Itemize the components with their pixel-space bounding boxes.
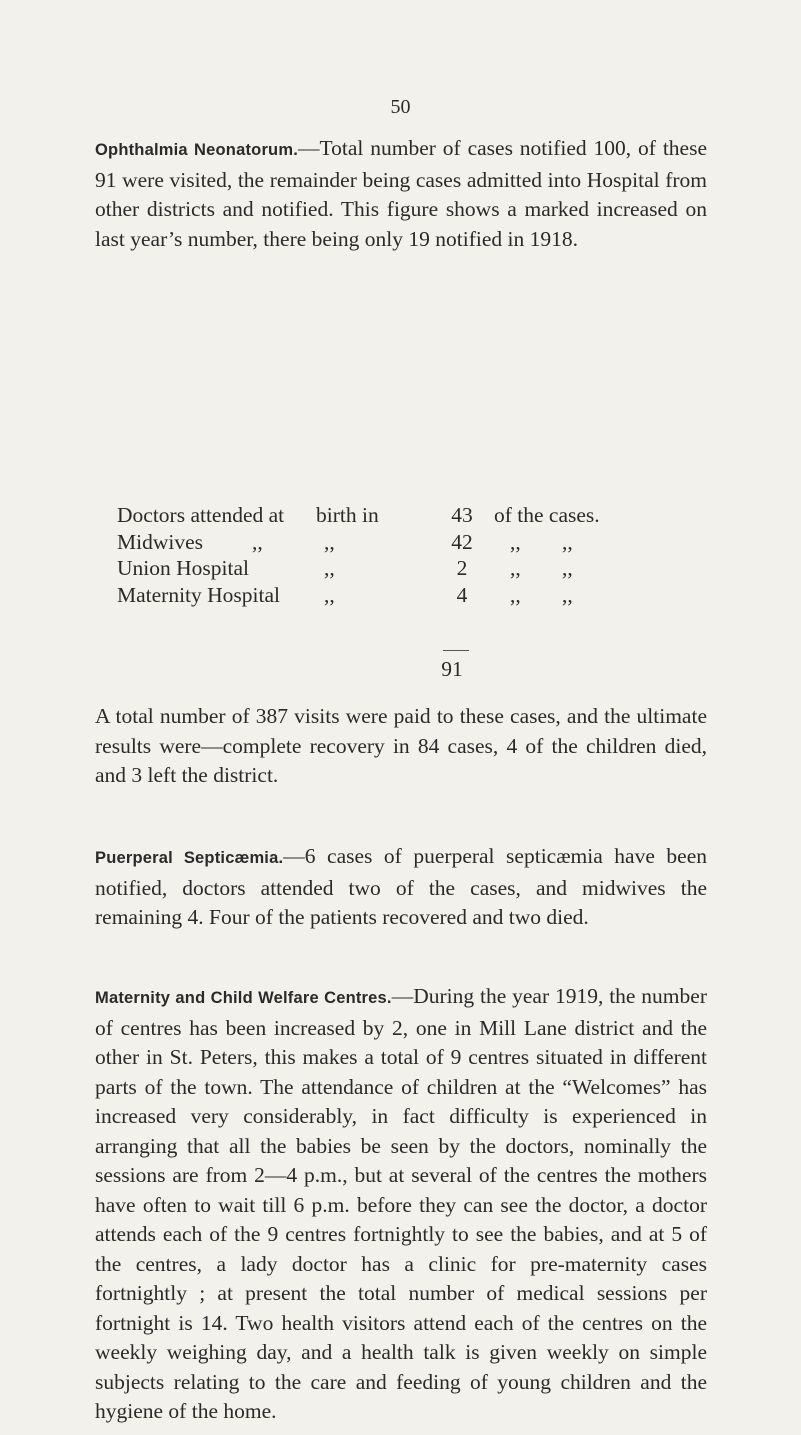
ophthalmia-paragraph (95, 134, 707, 254)
ophthalmia-heading: Ophthalmia Neonatorum. (95, 141, 298, 159)
total-rule (443, 650, 469, 651)
table-row (117, 529, 717, 556)
row-count: 42 (451, 529, 473, 554)
page-number: 50 (390, 96, 411, 118)
row-ditto: ,, (562, 556, 573, 580)
puerperal-text: —6 cases of puerperal septicæmia have been notified, doctors attended two of the cases, and midwives the remaining 4. Four of the patients recovered and two died. (95, 844, 708, 929)
puerperal-heading: Puerperal Septicæmia. (95, 849, 284, 867)
row-count: 2 (456, 556, 468, 580)
row-ditto: ,, (510, 529, 521, 554)
row-label: Union Hospital (117, 556, 249, 580)
row-rest: of the cases. (494, 503, 600, 527)
table-total: 91 (441, 657, 463, 681)
table-row (117, 582, 717, 609)
maternity-heading: Maternity and Child Welfare Centres. (95, 989, 392, 1007)
row-ditto: ,, (324, 556, 335, 580)
row-label: Maternity Hospital (117, 582, 281, 607)
table-row (117, 502, 717, 529)
puerperal-paragraph (95, 842, 707, 933)
maternity-paragraph (95, 982, 707, 1427)
row-ditto: ,, (252, 529, 263, 554)
row-label: Midwives (117, 529, 203, 554)
row-ditto: ,, (510, 582, 521, 607)
ophthalmia-text: —Total number of cases notified 100, of these 91 were visited, the remainder being cases admitted into Hospital from other districts and notified. This figure shows a marked increased on last year’s number, there being only 19 notified in 1918. (95, 136, 707, 251)
row-ditto: ,, (562, 529, 573, 554)
row-count: 43 (451, 503, 473, 527)
row-ditto: ,, (324, 582, 335, 607)
row-birth-in: birth in (316, 503, 379, 527)
row-count: 4 (456, 582, 468, 607)
row-label: Doctors attended at (117, 503, 285, 527)
attendance-table (117, 502, 717, 608)
row-ditto: ,, (510, 556, 521, 580)
row-ditto: ,, (562, 582, 573, 607)
table-row (117, 555, 717, 582)
maternity-text: —During the year 1919, the number of centres has been increased by 2, one in Mill Lane district and the other in St. Peters, this makes a total of 9 centres situated in different parts of the town. The attendance of children at the “Welcomes” has increased very considerably, in fact difficulty is experienced in arranging that all the babies be seen by the doctors, nominally the sessions are from 2—4 p.m., but at several of the centres the mothers have often to wait till 6 p.m. before they can see the doctor, a doctor attends each of the 9 centres fortnightly to see the babies, and at 5 of the centres, a lady doctor has a clinic for pre-maternity cases fortnightly ; at present the total number of medical sessions per fortnight is 14. Two health visitors attend each of the centres on the weekly weighing day, and a health talk is given weekly on simple subjects relating to the care and feeding of young children and the hygiene of the home. (95, 984, 707, 1423)
row-ditto: ,, (324, 529, 335, 554)
visits-paragraph: A total number of 387 visits were paid to these cases, and the ultimate results were—complete recovery in 84 cases, 4 of the children died, and 3 left the district. (95, 704, 707, 787)
